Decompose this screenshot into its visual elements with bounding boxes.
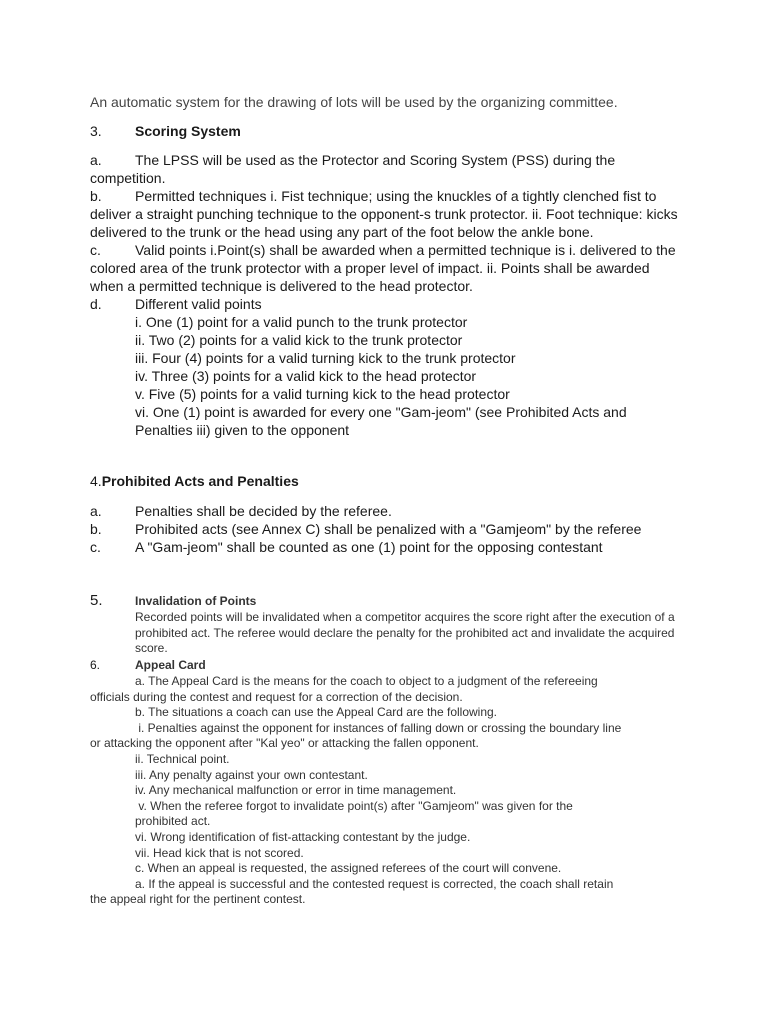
section-4-heading: [90, 472, 299, 490]
section-4-items: [90, 502, 650, 556]
section-5-heading: [90, 592, 690, 610]
text-line: the appeal right for the pertinent contest.: [90, 892, 306, 907]
list-item: ii. Two (2) points for a valid kick to the trunk protector: [135, 332, 463, 348]
section-number: 4.: [90, 473, 102, 489]
text-line: vii. Head kick that is not scored.: [135, 845, 304, 860]
section-5-body: Recorded points will be invalidated when a competitor acquires the score right after the execution of a prohibited act. The referee would declare the penalty for the prohibited act and invalidate the acquired score.: [135, 610, 675, 656]
list-item: iii. Four (4) points for a valid turning kick to the trunk protector: [135, 350, 516, 366]
item-b: b. Prohibited acts (see Annex C) shall be penalized with a "Gamjeom" by the referee: [90, 521, 642, 537]
section-6: [90, 656, 690, 908]
section-title: Scoring System: [135, 123, 241, 139]
text-line: b. The situations a coach can use the Appeal Card are the following.: [135, 705, 498, 720]
list-item: vi. One (1) point is awarded for every one "Gam-jeom" (see Prohibited Acts and Penalties iii) given to the opponent: [135, 404, 627, 438]
section-3-heading: [90, 122, 241, 140]
text-line: v. When the referee forgot to invalidate point(s) after "Gamjeom" was given for the: [135, 798, 573, 813]
text-line: a. If the appeal is successful and the contested request is corrected, the coach shall retain: [135, 876, 614, 891]
section-title: Prohibited Acts and Penalties: [101, 473, 299, 489]
intro-paragraph: An automatic system for the drawing of lots will be used by the organizing committee.: [90, 94, 618, 110]
text-line: or attacking the opponent after "Kal yeo" or attacking the fallen opponent.: [90, 736, 479, 751]
section-6-body: [90, 674, 690, 908]
item-d: d. Different valid points: [90, 296, 262, 312]
text-line: prohibited act.: [135, 814, 211, 829]
section-number: 6.: [90, 658, 101, 672]
section-3-items: [90, 151, 680, 439]
text-line: vi. Wrong identification of fist-attacking contestant by the judge.: [135, 829, 471, 844]
list-item: i. One (1) point for a valid punch to the trunk protector: [135, 314, 468, 330]
item-b: b. Permitted techniques i. Fist technique; using the knuckles of a tightly clenched fist to deliver a straight punching technique to the opponent-s trunk protector. ii. Foot technique: kicks delivered to the trunk or the head using any part of the foot below the ankle bone.: [90, 188, 678, 240]
text-line: officials during the contest and request for a correction of the decision.: [90, 689, 463, 704]
text-line: a. The Appeal Card is the means for the coach to object to a judgment of the refereeing: [135, 674, 598, 688]
list-item: v. Five (5) points for a valid turning kick to the head protector: [135, 386, 510, 402]
section-6-heading: [90, 656, 690, 674]
item-c: c. Valid points i.Point(s) shall be awarded when a permitted technique is i. delivered to the colored area of the trunk protector with a proper level of impact. ii. Points shall be awarded when a permitted technique is delivered to the head protector.: [90, 242, 676, 294]
section-number: 5.: [90, 592, 103, 609]
section-5: [90, 592, 690, 657]
text-line: c. When an appeal is requested, the assigned referees of the court will convene.: [135, 861, 562, 876]
list-item: iv. Three (3) points for a valid kick to the head protector: [135, 368, 477, 384]
section-number: 3.: [90, 123, 102, 139]
item-c: c. A "Gam-jeom" shall be counted as one (1) point for the opposing contestant: [90, 539, 603, 555]
item-a: a. Penalties shall be decided by the referee.: [90, 503, 392, 519]
valid-points-list: [90, 313, 680, 439]
text-line: iii. Any penalty against your own contestant.: [135, 767, 368, 782]
section-title: Invalidation of Points: [135, 594, 257, 608]
section-title: Appeal Card: [135, 658, 206, 672]
text-line: ii. Technical point.: [135, 751, 230, 766]
item-a: a. The LPSS will be used as the Protector and Scoring System (PSS) during the competition.: [90, 152, 616, 186]
text-line: i. Penalties against the opponent for instances of falling down or crossing the boundary line: [135, 720, 622, 735]
text-line: iv. Any mechanical malfunction or error in time management.: [135, 783, 457, 798]
